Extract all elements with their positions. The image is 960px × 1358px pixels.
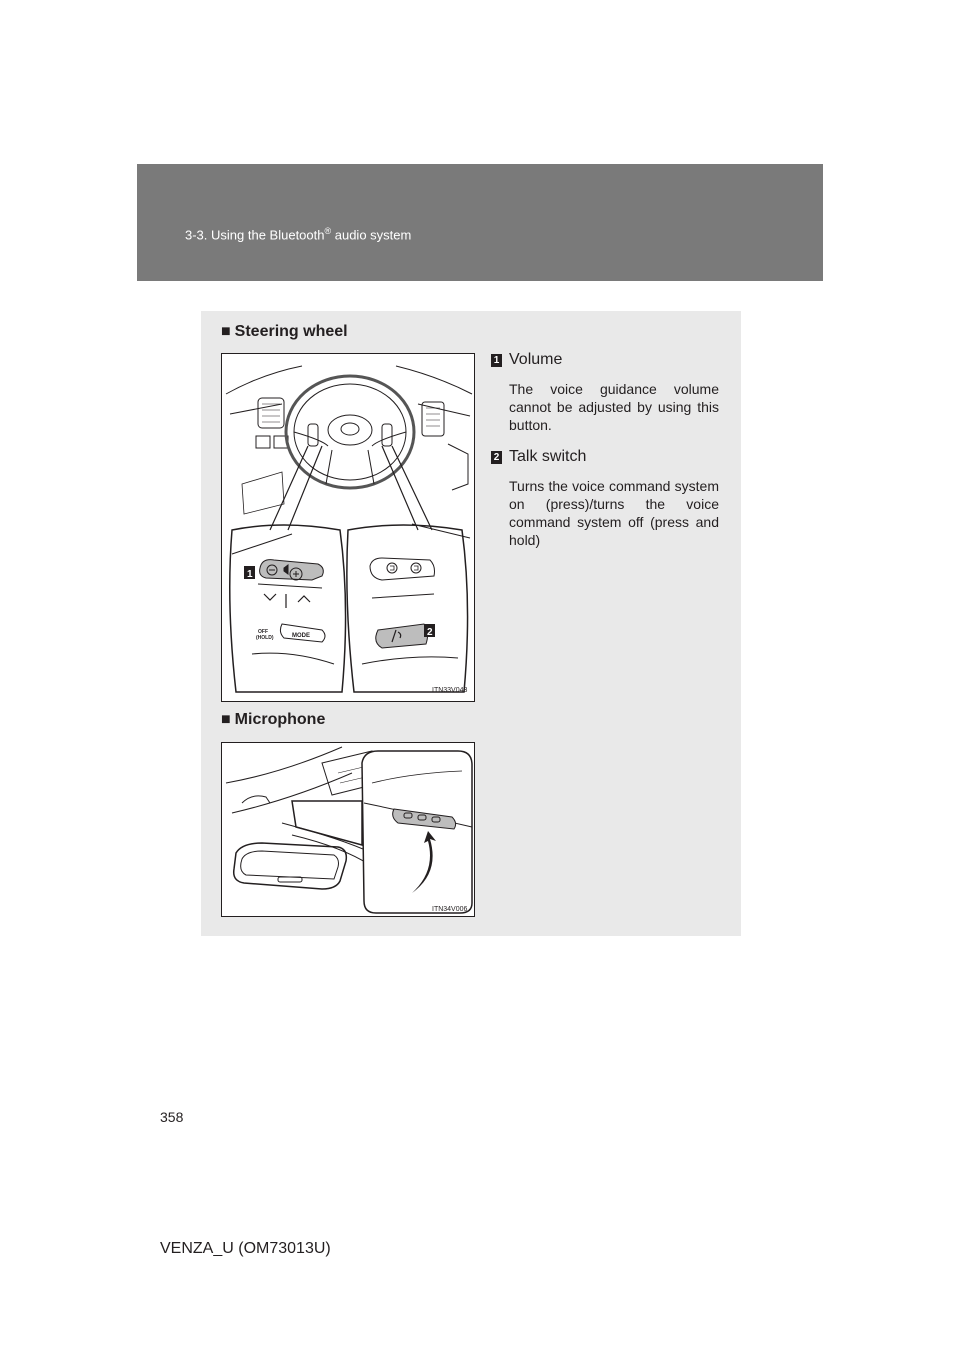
item-volume xyxy=(491,351,719,434)
callout-2: 2 xyxy=(427,627,433,638)
steering-wheel-illustration xyxy=(222,354,475,702)
callout-1: 1 xyxy=(247,569,253,580)
item-volume-title: Volume xyxy=(509,351,563,368)
figure-code-steering: ITN33V043 xyxy=(432,687,468,694)
item-volume-head xyxy=(491,351,719,369)
number-badge-2: 2 xyxy=(491,451,502,464)
item-volume-body: The voice guidance volume cannot be adjusted by using this button. xyxy=(509,381,719,433)
off-label: OFF xyxy=(258,629,268,635)
hold-label: (HOLD) xyxy=(256,635,274,641)
microphone-illustration xyxy=(222,743,475,917)
item-talk-switch-head xyxy=(491,448,719,466)
square-bullet-icon: ■ xyxy=(221,323,231,340)
section-title: 3-3. Using the Bluetooth® audio system xyxy=(185,226,412,243)
footer-code: VENZA_U (OM73013U) xyxy=(160,1240,331,1257)
page-number: 358 xyxy=(160,1109,184,1125)
item-talk-switch xyxy=(491,448,719,549)
figure-code-microphone: ITN34V006 xyxy=(432,906,468,913)
number-badge-1: 1 xyxy=(491,354,502,367)
mode-label: MODE xyxy=(292,633,310,639)
steering-wheel-figure xyxy=(221,353,475,702)
item-talk-switch-title: Talk switch xyxy=(509,448,587,465)
square-bullet-icon: ■ xyxy=(221,711,231,728)
item-talk-switch-body: Turns the voice command system on (press)/turns the voice command system off (press and hold) xyxy=(509,478,719,548)
microphone-figure xyxy=(221,742,475,917)
microphone-heading: ■ Microphone xyxy=(221,711,326,728)
steering-wheel-heading: ■ Steering wheel xyxy=(221,323,348,340)
header-band xyxy=(137,164,823,281)
